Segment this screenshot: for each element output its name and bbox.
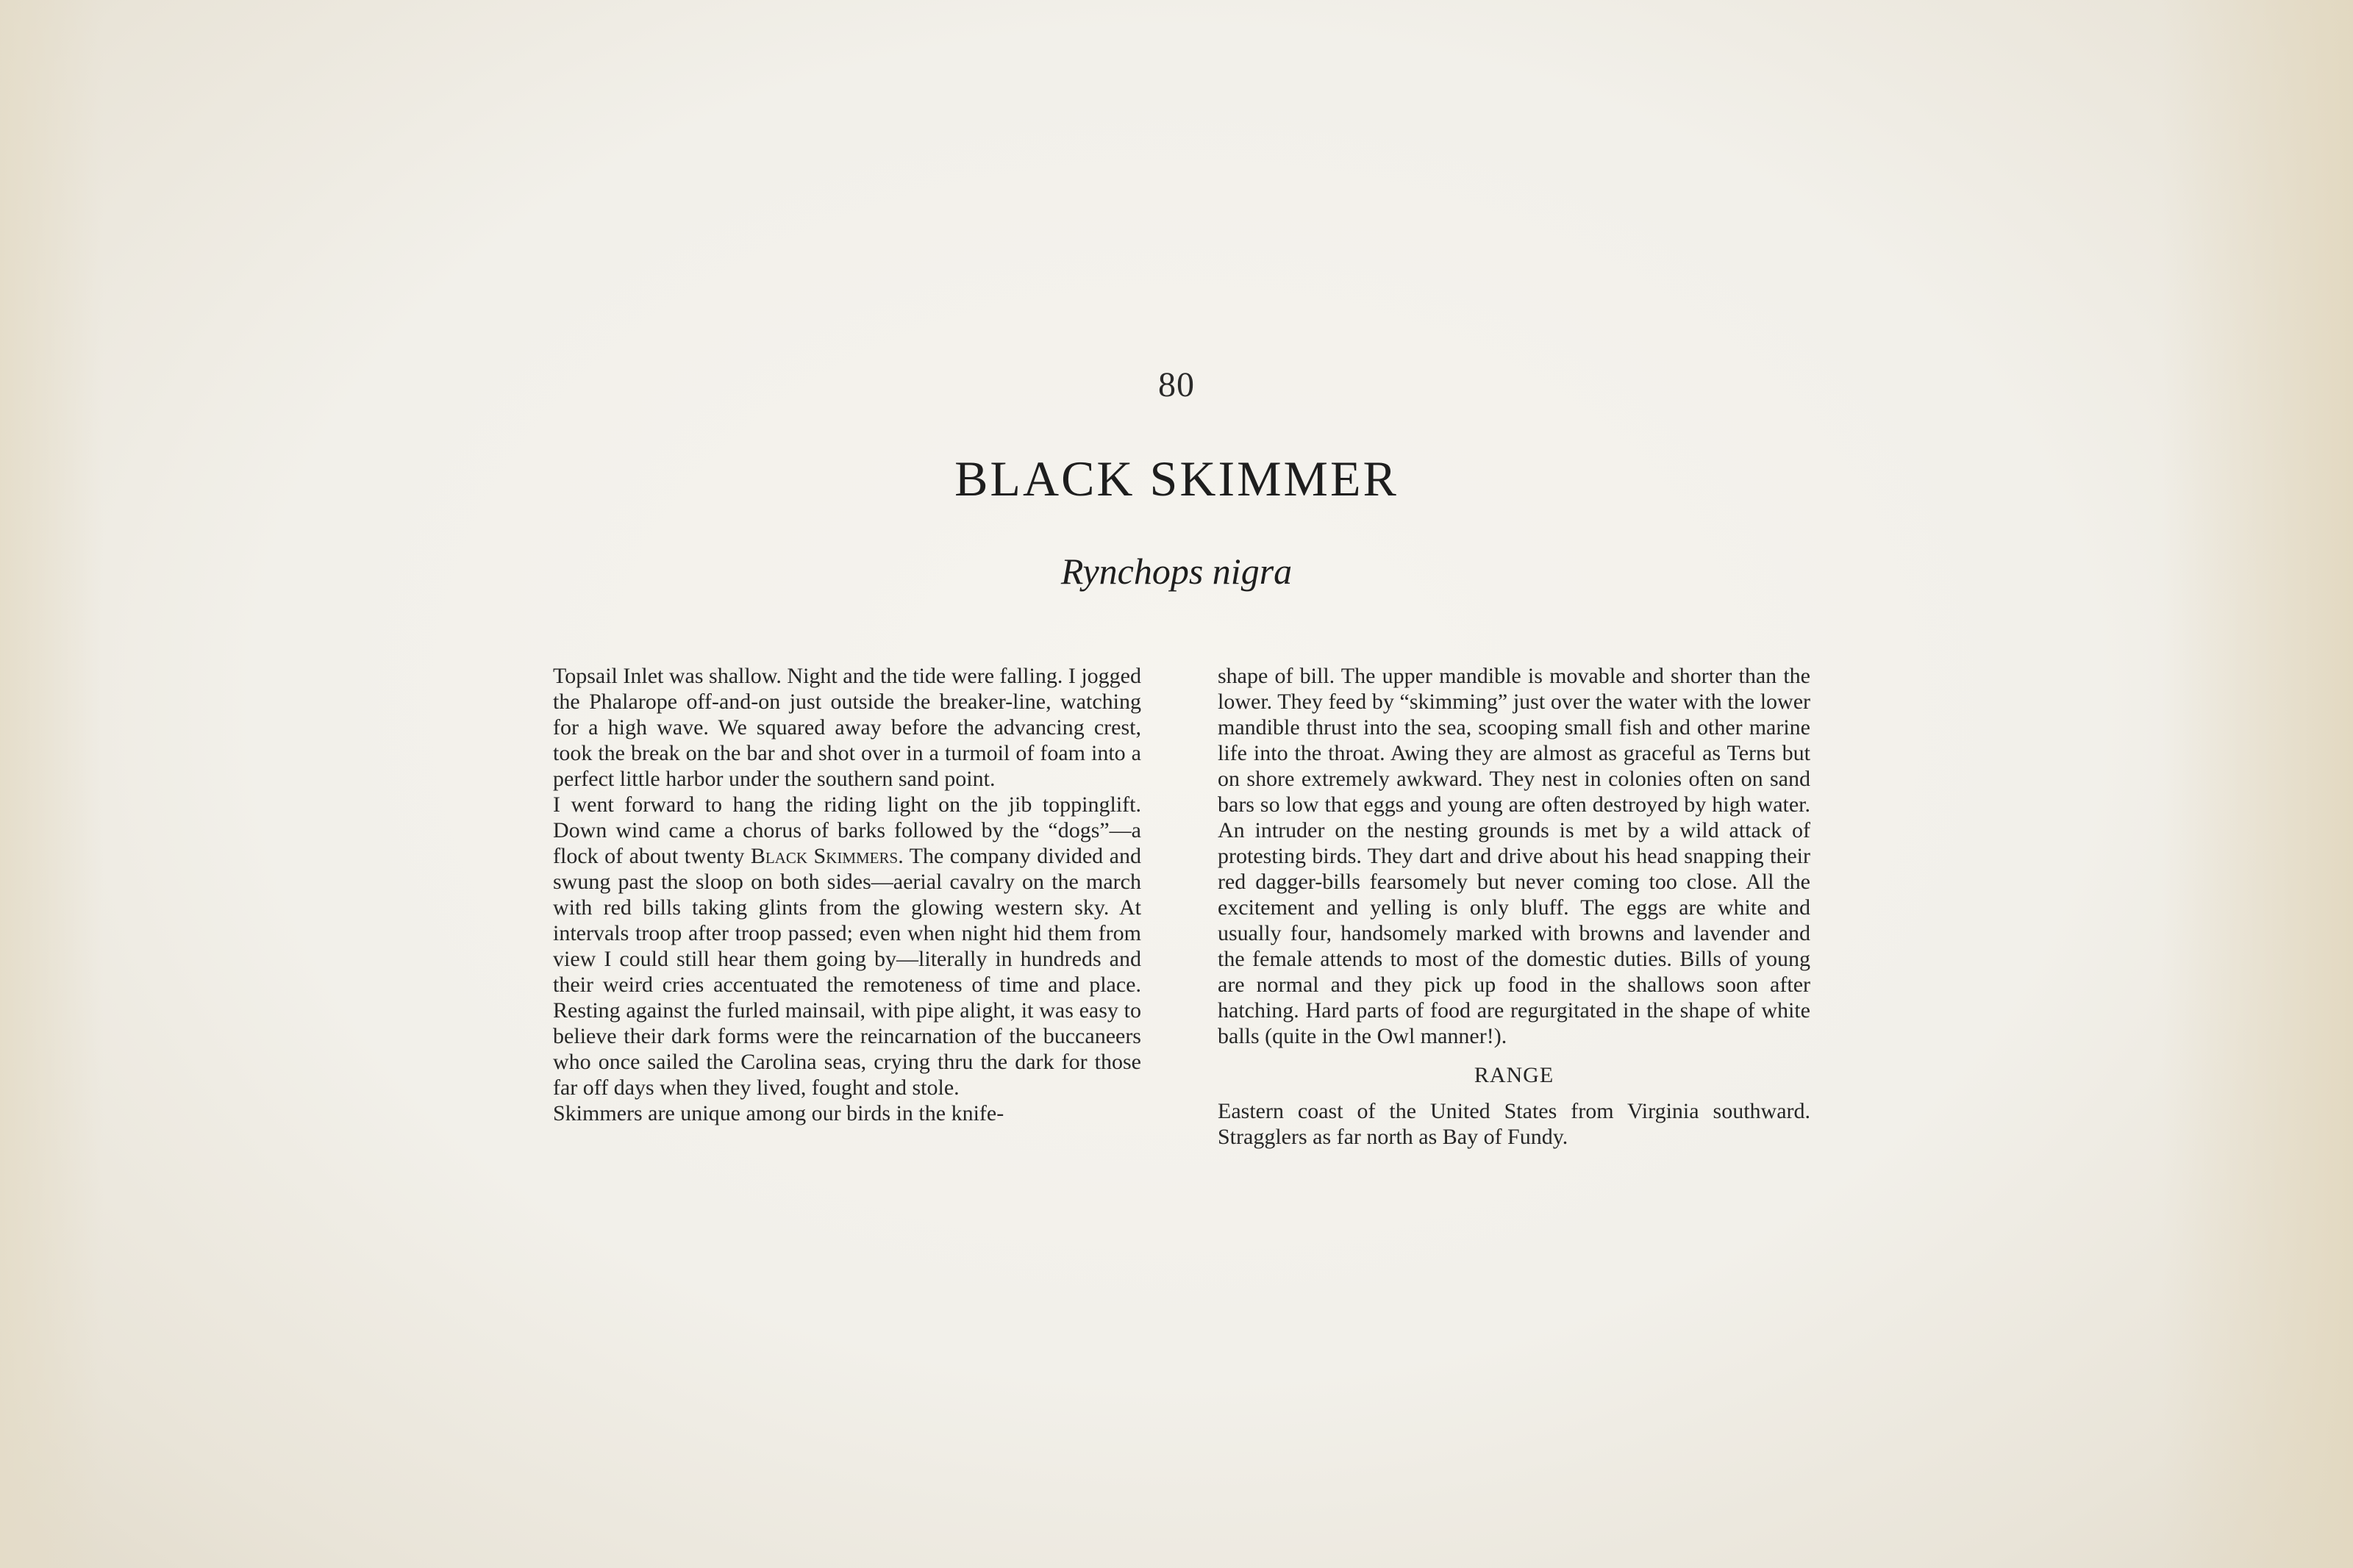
page-edge-shadow-left — [0, 0, 103, 1568]
paragraph-topsail-inlet: Topsail Inlet was shallow. Night and the tide were falling. I jogged the Phalarope off-and-on just outside the breaker-line, watching for a high wave. We squared away before the advancing crest, took the break on the bar and shot over in a turmoil of foam into a perfect little harbor under the southern sand point. — [553, 664, 1141, 791]
right-text-column — [1218, 663, 1810, 1150]
paragraph-text: I went forward to hang the riding light on the jib toppinglift. Down wind came a chorus of barks followed by the “dogs”—a flock of about twenty — [553, 792, 1141, 868]
paragraph-skimmers-unique: Skimmers are unique among our birds in the knife- — [553, 1101, 1004, 1125]
page-title: BLACK SKIMMER — [954, 451, 1399, 506]
page-edge-shadow-right — [2162, 0, 2353, 1568]
range-heading: RANGE — [1474, 1063, 1554, 1087]
paragraph-text: The company divided and swung past the sloop on both sides—aerial cavalry on the march with red bills taking glints from the glowing western sky. At intervals troop after troop passed; even when night hid them from view I could still hear them going by—literally in hundreds and their weird cries accentuated the remoteness of time and place. Resting against the furled mainsail, with pipe alight, it was easy to believe their dark forms were the reincarnation of the buccaneers who once sailed the Carolina seas, crying thru the dark for those far off days when they lived, fought and stole. — [553, 844, 1141, 1100]
range-text: Eastern coast of the United States from Virginia southward. Stragglers as far north as Bay of Fundy. — [1218, 1099, 1810, 1149]
left-text-column — [553, 663, 1141, 1126]
page-number: 80 — [1158, 365, 1195, 404]
paragraph-riding-light — [553, 792, 1141, 1100]
species-small-caps: Black Skimmers. — [750, 844, 904, 868]
paragraph-bill-shape: shape of bill. The upper mandible is movable and shorter than the lower. They feed by “skimming” just over the water with the lower mandible thrust into the sea, scooping small fish and other marine life into the throat. Awing they are almost as graceful as Terns but on shore extremely awkward. They nest in colonies often on sand bars so low that eggs and young are often destroyed by high water. An intruder on the nesting grounds is met by a wild attack of protesting birds. They dart and drive about his head snapping their red dagger-bills fearsomely but never coming too close. All the excitement and yelling is only bluff. The eggs are white and usually four, handsomely marked with browns and lavender and the female attends to most of the domestic duties. Bills of young are normal and they pick up food in the shallows soon after hatching. Hard parts of food are regurgitated in the shape of white balls (quite in the Owl manner!). — [1218, 664, 1810, 1048]
scientific-name: Rynchops nigra — [1060, 551, 1293, 592]
